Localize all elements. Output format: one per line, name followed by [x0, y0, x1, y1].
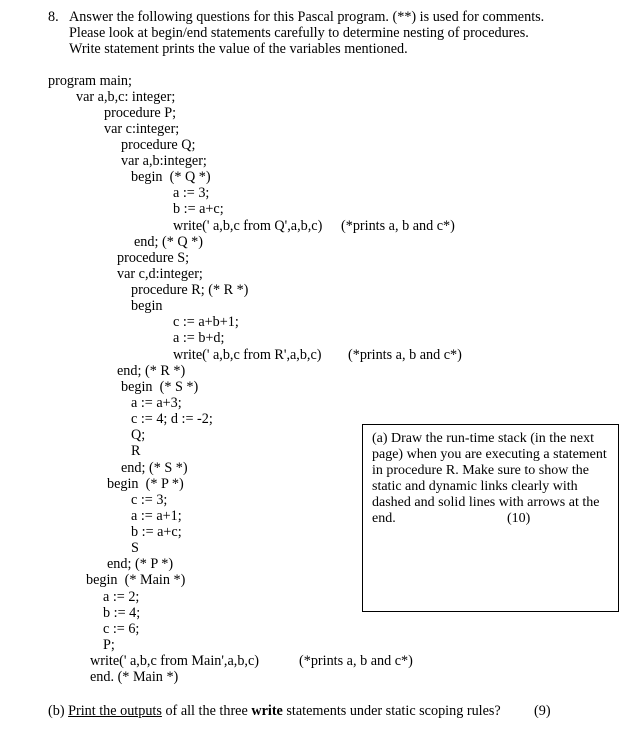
part-a-last-line — [372, 511, 612, 527]
part-b-points: (9) — [534, 703, 551, 719]
code-line: begin — [131, 298, 163, 314]
code-line: write(' a,b,c from Q',a,b,c) — [173, 218, 323, 234]
part-a-text — [372, 431, 612, 527]
code-line: begin (* S *) — [121, 379, 199, 395]
code-line: end; (* S *) — [121, 460, 188, 476]
part-a-points: (10) — [507, 511, 531, 526]
code-line: begin (* Main *) — [86, 572, 186, 588]
code-comment: (*prints a, b and c*) — [341, 218, 455, 234]
code-line: P; — [103, 637, 115, 653]
code-line: write(' a,b,c from R',a,b,c) — [173, 347, 322, 363]
part-a-line: (a) Draw the run-time stack (in the next — [372, 431, 594, 446]
question-line-1: Answer the following questions for this Pascal program. (**) is used for comments. — [69, 9, 545, 25]
code-line: procedure R; (* R *) — [131, 282, 249, 298]
code-line: procedure Q; — [121, 137, 196, 153]
part-b-suffix: statements under static scoping rules? — [282, 703, 501, 719]
question-number: 8. — [48, 9, 59, 25]
code-line: begin (* P *) — [107, 476, 184, 492]
code-line: Q; — [131, 427, 146, 443]
part-b-prefix: (b) — [48, 703, 69, 719]
code-line: a := a+3; — [131, 395, 182, 411]
code-line: a := 3; — [173, 185, 210, 201]
code-line: a := 2; — [103, 589, 140, 605]
question-line-2: Please look at begin/end statements carefully to determine nesting of procedures. — [69, 25, 529, 41]
part-a-line: page) when you are executing a statement — [372, 447, 607, 462]
part-a-line: in procedure R. Make sure to show the — [372, 463, 589, 478]
part-a-box — [362, 424, 619, 612]
code-line: c := 3; — [131, 492, 168, 508]
code-line: end; (* P *) — [107, 556, 174, 572]
code-line: var a,b:integer; — [121, 153, 207, 169]
part-b-middle: of all the three — [161, 703, 252, 719]
code-line: a := a+1; — [131, 508, 182, 524]
code-line: end. (* Main *) — [90, 669, 179, 685]
code-line: end; (* Q *) — [134, 234, 203, 250]
code-line: procedure P; — [104, 105, 177, 121]
question-line-3: Write statement prints the value of the variables mentioned. — [69, 41, 408, 57]
part-a-line: static and dynamic links clearly with — [372, 479, 578, 494]
code-line: a := b+d; — [173, 330, 225, 346]
code-comment: (*prints a, b and c*) — [348, 347, 462, 363]
code-line: S — [131, 540, 139, 556]
part-b-bold: write — [251, 703, 283, 719]
code-line: R — [131, 443, 141, 459]
code-line: begin (* Q *) — [131, 169, 211, 185]
code-line: var a,b,c: integer; — [76, 89, 176, 105]
code-line: write(' a,b,c from Main',a,b,c) — [90, 653, 259, 669]
part-a-line: dashed and solid lines with arrows at the — [372, 495, 600, 510]
code-line: b := a+c; — [131, 524, 182, 540]
code-line: program main; — [48, 73, 132, 89]
code-line: procedure S; — [117, 250, 190, 266]
code-line: var c,d:integer; — [117, 266, 203, 282]
part-a-end: end. — [372, 511, 396, 526]
code-line: b := a+c; — [173, 201, 224, 217]
code-line: c := 4; d := -2; — [131, 411, 213, 427]
code-line: var c:integer; — [104, 121, 180, 137]
code-comment: (*prints a, b and c*) — [299, 653, 413, 669]
part-b-question — [48, 703, 501, 719]
part-b-underlined: Print the outputs — [68, 703, 162, 719]
code-line: b := 4; — [103, 605, 141, 621]
code-line: end; (* R *) — [117, 363, 186, 379]
code-line: c := a+b+1; — [173, 314, 239, 330]
code-line: c := 6; — [103, 621, 140, 637]
